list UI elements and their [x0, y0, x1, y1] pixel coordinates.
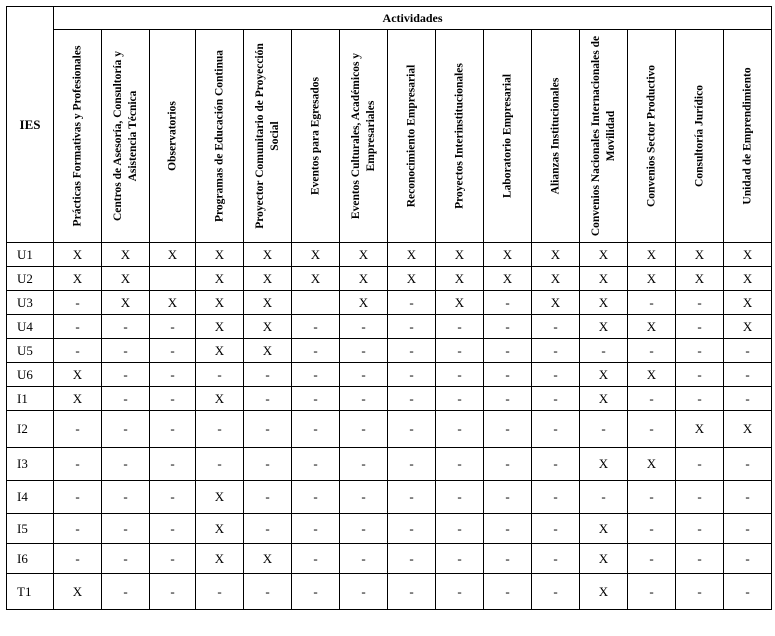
table-cell: - — [54, 411, 102, 448]
table-cell: X — [102, 267, 150, 291]
table-cell: X — [244, 315, 292, 339]
table-cell: - — [388, 514, 436, 544]
table-row — [7, 481, 772, 514]
column-header-label: Prácticas Formativas y Profesionales — [71, 45, 83, 227]
table-cell: X — [628, 315, 676, 339]
table-cell: - — [150, 315, 196, 339]
row-label: U1 — [7, 243, 54, 267]
table-cell: - — [150, 339, 196, 363]
table-cell: X — [244, 339, 292, 363]
table-cell: X — [196, 291, 244, 315]
table-cell: X — [196, 267, 244, 291]
table-cell: X — [436, 291, 484, 315]
table-cell: - — [244, 448, 292, 481]
column-header — [54, 30, 102, 243]
table-cell: - — [724, 363, 772, 387]
table-cell: X — [628, 243, 676, 267]
table-cell: X — [388, 267, 436, 291]
table-cell: - — [724, 574, 772, 610]
ies-header: IES — [7, 7, 54, 243]
table-cell: - — [724, 481, 772, 514]
table-cell: - — [628, 481, 676, 514]
table-cell: - — [436, 481, 484, 514]
table-cell: X — [340, 291, 388, 315]
column-header-label: Reconocimiento Empresarial — [405, 64, 417, 208]
table-cell: - — [484, 448, 532, 481]
table-cell: - — [484, 387, 532, 411]
column-header-label: Convenios Nacionales Internacionales de Movilidad — [589, 35, 617, 237]
table-cell: - — [102, 387, 150, 411]
table-cell: - — [150, 448, 196, 481]
table-cell: - — [484, 291, 532, 315]
table-row — [7, 448, 772, 481]
table-cell: - — [388, 544, 436, 574]
table-cell: - — [436, 448, 484, 481]
table-cell: - — [676, 481, 724, 514]
table-cell: X — [54, 267, 102, 291]
column-header — [628, 30, 676, 243]
table-cell: - — [54, 448, 102, 481]
table-cell: - — [532, 339, 580, 363]
table-cell: - — [150, 411, 196, 448]
table-cell: - — [676, 574, 724, 610]
table-cell: - — [484, 514, 532, 544]
table-body — [7, 243, 772, 610]
table-cell: X — [724, 315, 772, 339]
table-cell: - — [292, 387, 340, 411]
table-cell: - — [54, 481, 102, 514]
table-cell: - — [628, 291, 676, 315]
ies-activities-table — [6, 6, 772, 610]
table-cell: X — [388, 243, 436, 267]
table-cell: X — [340, 267, 388, 291]
table-cell: - — [54, 514, 102, 544]
column-header-row — [7, 30, 772, 243]
table-cell: X — [724, 411, 772, 448]
row-label: T1 — [7, 574, 54, 610]
table-cell: X — [724, 291, 772, 315]
table-cell: X — [196, 514, 244, 544]
table-row — [7, 363, 772, 387]
table-cell: X — [244, 267, 292, 291]
table-cell: - — [292, 363, 340, 387]
column-header — [196, 30, 244, 243]
table-cell: - — [532, 363, 580, 387]
table-cell: X — [628, 448, 676, 481]
column-header — [150, 30, 196, 243]
row-label: I4 — [7, 481, 54, 514]
table-cell: X — [340, 243, 388, 267]
column-header-label: Eventos Culturales, Académicos y Empresariales — [349, 52, 377, 220]
table-cell: X — [196, 243, 244, 267]
table-cell: - — [54, 291, 102, 315]
table-cell: - — [676, 448, 724, 481]
table-cell: - — [436, 387, 484, 411]
table-cell: - — [150, 514, 196, 544]
table-cell: - — [388, 315, 436, 339]
table-cell: - — [580, 339, 628, 363]
table-cell: - — [54, 544, 102, 574]
column-header-label: Unidad de Emprendimiento — [741, 67, 754, 205]
table-row — [7, 267, 772, 291]
column-header-label: Consultoría Jurídico — [693, 85, 705, 187]
column-header-label: Proyectos Interinstitucionales — [453, 63, 465, 209]
table-cell: - — [484, 574, 532, 610]
table-cell: - — [484, 363, 532, 387]
table-cell: - — [388, 481, 436, 514]
table-cell: - — [676, 544, 724, 574]
table-cell: - — [340, 544, 388, 574]
table-cell: X — [292, 243, 340, 267]
row-label: I6 — [7, 544, 54, 574]
row-label: U5 — [7, 339, 54, 363]
table-cell: - — [436, 544, 484, 574]
table-cell: X — [676, 243, 724, 267]
table-cell: - — [532, 315, 580, 339]
table-cell: X — [244, 291, 292, 315]
table-cell: X — [102, 291, 150, 315]
table-cell: X — [676, 267, 724, 291]
row-label: U4 — [7, 315, 54, 339]
row-label: I2 — [7, 411, 54, 448]
table-cell: - — [532, 514, 580, 544]
row-label: I3 — [7, 448, 54, 481]
table-cell: - — [484, 339, 532, 363]
table-cell: X — [436, 243, 484, 267]
table-cell: - — [102, 411, 150, 448]
table-cell: X — [484, 267, 532, 291]
table-cell: - — [340, 339, 388, 363]
table-cell: - — [388, 387, 436, 411]
table-cell: X — [196, 387, 244, 411]
table-cell: X — [580, 363, 628, 387]
table-cell: - — [484, 411, 532, 448]
table-cell: - — [388, 448, 436, 481]
table-cell: - — [102, 448, 150, 481]
table-cell: - — [292, 448, 340, 481]
table-cell: - — [628, 387, 676, 411]
table-row — [7, 411, 772, 448]
table-cell: - — [484, 544, 532, 574]
table-cell: X — [196, 481, 244, 514]
row-label: I5 — [7, 514, 54, 544]
table-cell: - — [436, 315, 484, 339]
table-cell: - — [54, 339, 102, 363]
table-cell: - — [628, 514, 676, 544]
table-cell: - — [196, 411, 244, 448]
table-cell: X — [196, 315, 244, 339]
table-cell: - — [676, 315, 724, 339]
table-cell: - — [102, 315, 150, 339]
table-cell — [292, 291, 340, 315]
table-cell: - — [436, 574, 484, 610]
table-row — [7, 291, 772, 315]
column-header — [102, 30, 150, 243]
table-cell: - — [54, 315, 102, 339]
table-cell: - — [676, 339, 724, 363]
table-cell: - — [532, 544, 580, 574]
table-cell: - — [436, 411, 484, 448]
table-cell: X — [150, 291, 196, 315]
table-cell: - — [532, 411, 580, 448]
row-label: U2 — [7, 267, 54, 291]
table-cell: X — [292, 267, 340, 291]
column-header-label: Observatorios — [166, 101, 178, 171]
table-cell: - — [724, 339, 772, 363]
table-cell: - — [196, 574, 244, 610]
table-cell: X — [580, 315, 628, 339]
table-cell: X — [532, 291, 580, 315]
table-cell: - — [340, 481, 388, 514]
table-cell: - — [244, 481, 292, 514]
table-cell: X — [724, 267, 772, 291]
table-cell: - — [340, 448, 388, 481]
table-cell: X — [580, 514, 628, 544]
table-cell: - — [244, 514, 292, 544]
table-cell: X — [580, 387, 628, 411]
table-row — [7, 243, 772, 267]
table-cell: - — [628, 544, 676, 574]
table-cell: - — [150, 544, 196, 574]
column-header-label: Alianzas Institucionales — [549, 77, 561, 195]
table-cell: - — [676, 291, 724, 315]
table-cell: X — [54, 363, 102, 387]
column-header — [244, 30, 292, 243]
table-cell: X — [580, 544, 628, 574]
table-cell: - — [628, 339, 676, 363]
table-cell: - — [532, 448, 580, 481]
table-cell: - — [580, 481, 628, 514]
table-cell: - — [292, 411, 340, 448]
column-header-label: Laboratorio Empresarial — [501, 73, 513, 199]
column-header — [340, 30, 388, 243]
table-cell: X — [150, 243, 196, 267]
row-label: I1 — [7, 387, 54, 411]
table-cell: - — [292, 514, 340, 544]
column-header-label: Centros de Asesoría, Consultoría y Asistencia Técnica — [111, 50, 139, 222]
table-cell: - — [102, 574, 150, 610]
table-cell: - — [102, 544, 150, 574]
table-cell: X — [724, 243, 772, 267]
column-header-label: Convenios Sector Productivo — [645, 64, 657, 208]
row-label: U3 — [7, 291, 54, 315]
table-cell: - — [292, 339, 340, 363]
table-cell: - — [244, 411, 292, 448]
table-cell: - — [484, 481, 532, 514]
table-row — [7, 315, 772, 339]
table-cell: X — [532, 267, 580, 291]
table-cell: X — [580, 574, 628, 610]
column-header — [484, 30, 532, 243]
table-cell: - — [388, 574, 436, 610]
table-cell: - — [388, 411, 436, 448]
table-cell: - — [340, 387, 388, 411]
row-label: U6 — [7, 363, 54, 387]
table-cell — [150, 267, 196, 291]
table-cell: X — [628, 267, 676, 291]
table-cell: - — [292, 315, 340, 339]
table-cell: - — [436, 514, 484, 544]
table-row — [7, 574, 772, 610]
table-cell: X — [54, 574, 102, 610]
activities-header: Actividades — [54, 7, 772, 30]
column-header — [292, 30, 340, 243]
table-cell: - — [102, 514, 150, 544]
column-header — [724, 30, 772, 243]
table-cell: - — [340, 363, 388, 387]
table-cell: X — [54, 387, 102, 411]
table-cell: - — [676, 363, 724, 387]
table-cell: - — [102, 481, 150, 514]
table-cell: - — [150, 363, 196, 387]
table-cell: X — [102, 243, 150, 267]
table-cell: - — [292, 544, 340, 574]
column-header — [388, 30, 436, 243]
table-cell: - — [724, 514, 772, 544]
table-cell: - — [532, 387, 580, 411]
table-cell: - — [724, 387, 772, 411]
table-row — [7, 339, 772, 363]
column-header-label: Programas de Educación Continua — [213, 50, 225, 222]
table-cell: - — [340, 514, 388, 544]
table-cell: X — [196, 544, 244, 574]
table-row — [7, 387, 772, 411]
table-cell: X — [436, 267, 484, 291]
table-cell: - — [244, 363, 292, 387]
table-row — [7, 514, 772, 544]
table-cell: - — [102, 363, 150, 387]
table-cell: - — [340, 315, 388, 339]
column-header — [436, 30, 484, 243]
table-cell: - — [150, 387, 196, 411]
table-cell: - — [388, 339, 436, 363]
table-cell: - — [628, 411, 676, 448]
table-cell: X — [54, 243, 102, 267]
table-cell: - — [388, 291, 436, 315]
table-cell: - — [102, 339, 150, 363]
table-cell: - — [150, 481, 196, 514]
table-cell: - — [292, 574, 340, 610]
table-cell: - — [532, 574, 580, 610]
column-header-label: Proyector Comunitario de Proyección Social — [253, 43, 281, 229]
table-cell: X — [580, 267, 628, 291]
table-cell: - — [150, 574, 196, 610]
column-header-label: Eventos para Egresados — [309, 77, 321, 195]
table-cell: - — [724, 448, 772, 481]
table-cell: X — [484, 243, 532, 267]
table-cell: - — [196, 448, 244, 481]
table-cell: - — [676, 387, 724, 411]
table-cell: - — [388, 363, 436, 387]
table-row — [7, 544, 772, 574]
table-cell: - — [436, 363, 484, 387]
table-cell: X — [244, 243, 292, 267]
table-cell: X — [628, 363, 676, 387]
table-cell: - — [244, 387, 292, 411]
table-cell: X — [580, 243, 628, 267]
table-cell: X — [196, 339, 244, 363]
table-cell: - — [676, 514, 724, 544]
table-cell: X — [532, 243, 580, 267]
table-cell: X — [676, 411, 724, 448]
table-cell: - — [340, 411, 388, 448]
table-cell: - — [292, 481, 340, 514]
table-cell: - — [724, 544, 772, 574]
column-header — [676, 30, 724, 243]
table-cell: - — [580, 411, 628, 448]
table-cell: - — [628, 574, 676, 610]
table-cell: X — [244, 544, 292, 574]
table-cell: - — [196, 363, 244, 387]
table-cell: - — [484, 315, 532, 339]
table-cell: X — [580, 448, 628, 481]
table-cell: - — [532, 481, 580, 514]
table-cell: - — [244, 574, 292, 610]
table-cell: X — [580, 291, 628, 315]
table-cell: - — [436, 339, 484, 363]
column-header — [580, 30, 628, 243]
column-header — [532, 30, 580, 243]
table-cell: - — [340, 574, 388, 610]
